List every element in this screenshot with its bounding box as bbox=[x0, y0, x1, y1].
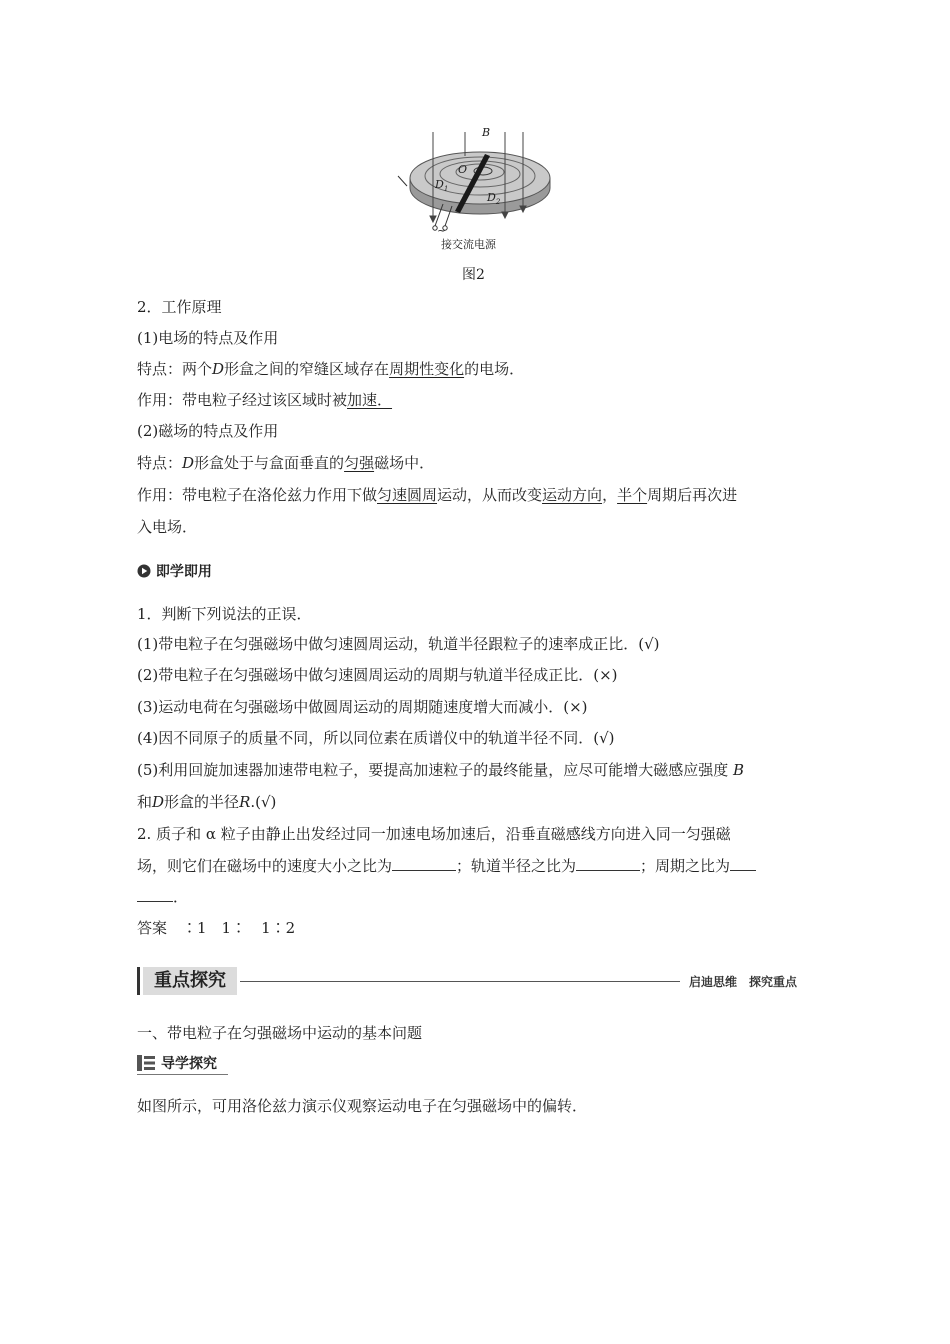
answer-blank-speed[interactable] bbox=[392, 856, 456, 871]
q2-line-1: 2. 质子和 α 粒子由静止出发经过同一加速电场加速后，沿垂直磁感线方向进入同一匀强磁 bbox=[137, 825, 731, 843]
answer-blank-period-a[interactable] bbox=[730, 856, 756, 871]
q1-item-5-cont: 和D形盒的半径R.(√) bbox=[137, 793, 277, 811]
label-d1: $D_1$ bbox=[435, 178, 449, 194]
focus-banner-title: 重点探究 bbox=[143, 967, 237, 995]
q1-item-3: (3)运动电荷在匀强磁场中做圆周运动的周期随速度增大而减小．(×) bbox=[137, 698, 588, 716]
list-icon bbox=[137, 1055, 155, 1071]
focus-banner-rule bbox=[240, 981, 680, 982]
focus-banner-subtitle: 启迪思维 探究重点 bbox=[689, 975, 798, 989]
focus-topic: 一、带电粒子在匀强磁场中运动的基本问题 bbox=[137, 1024, 423, 1042]
q1-item-2: (2)带电粒子在匀强磁场中做匀速圆周运动的周期与轨道半径成正比．(×) bbox=[137, 666, 618, 684]
q1-item-5: (5)利用回旋加速器加速带电粒子，要提高加速粒子的最终能量，应尽可能增大磁感应强度 B bbox=[137, 761, 745, 779]
q2-answer: 答案 ∶1 1∶ 1∶2 bbox=[137, 919, 296, 937]
focus-body: 如图所示，可用洛伦兹力演示仪观察运动电子在匀强磁场中的偏转． bbox=[137, 1097, 588, 1115]
e-field-feature: 特点：两个D形盒之间的窄缝区域存在周期性变化的电场． bbox=[137, 360, 525, 378]
answer-blank-radius[interactable] bbox=[576, 856, 640, 871]
m-field-title: (2)磁场的特点及作用 bbox=[137, 422, 279, 440]
m-field-action-cont: 入电场． bbox=[137, 518, 198, 536]
practice-section-label: 即学即用 bbox=[137, 561, 212, 581]
answer-blank-period-b[interactable] bbox=[137, 887, 173, 902]
m-field-action: 作用：带电粒子在洛伦兹力作用下做匀速圆周运动，从而改变运动方向，半个周期后再次进 bbox=[137, 486, 738, 504]
m-field-feature: 特点：D形盒处于与盒面垂直的匀强磁场中． bbox=[137, 454, 435, 472]
e-field-action: 作用：带电粒子经过该区域时被加速． bbox=[137, 391, 393, 409]
label-d2: $D_2$ bbox=[487, 191, 501, 207]
q2-line-3: ． bbox=[137, 887, 188, 907]
guided-inquiry-label: 导学探究 bbox=[137, 1052, 228, 1075]
label-ac-symbol: ~ bbox=[437, 224, 447, 237]
q2-line-2: 场，则它们在磁场中的速度大小之比为 ；轨道半径之比为 ；周期之比为 bbox=[137, 856, 756, 876]
q1-title: 1．判断下列说法的正误． bbox=[137, 605, 312, 623]
focus-banner-bar bbox=[137, 967, 140, 995]
figure-inner-caption: 接交流电源 bbox=[441, 238, 496, 251]
label-b: B bbox=[482, 126, 491, 139]
cyclotron-figure bbox=[395, 126, 565, 256]
figure-caption: 图2 bbox=[462, 267, 485, 283]
e-field-title: (1)电场的特点及作用 bbox=[137, 329, 279, 347]
q1-item-4: (4)因不同原子的质量不同，所以同位素在质谱仪中的轨道半径不同．(√) bbox=[137, 729, 615, 747]
principle-heading: 2．工作原理 bbox=[137, 298, 222, 316]
play-circle-icon bbox=[137, 564, 151, 578]
q1-item-1: (1)带电粒子在匀强磁场中做匀速圆周运动，轨道半径跟粒子的速率成正比．(√) bbox=[137, 635, 660, 653]
label-o: O bbox=[458, 163, 468, 176]
